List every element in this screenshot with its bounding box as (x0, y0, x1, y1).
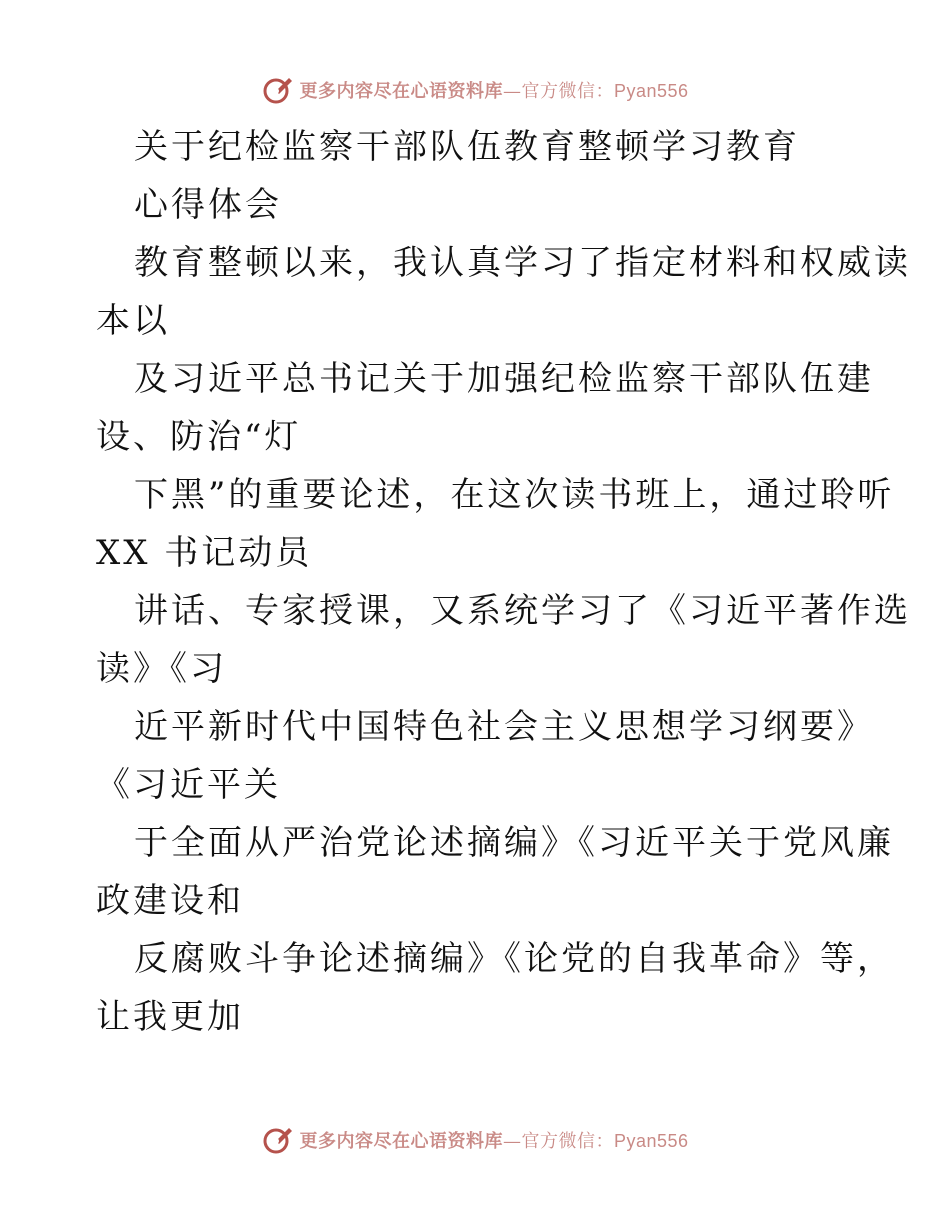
text-line: 反腐败斗争论述摘编》《论党的自我革命》等， (134, 939, 894, 979)
text-line: 关于纪检监察干部队伍教育整顿学习教育 (134, 127, 800, 167)
watermark-text (299, 1127, 688, 1153)
text-line: 让我更加 (96, 997, 244, 1037)
watermark-brand: 更多内容尽在心语资料库 (299, 81, 503, 102)
watermark-label: 官方微信： (521, 1131, 614, 1152)
watermark-wechat-id: Pyan556 (613, 1131, 689, 1151)
text-line: 教育整顿以来，我认真学习了指定材料和权威读 (134, 243, 911, 283)
text-line: 设、防治“灯 (96, 417, 302, 457)
text-line: 政建设和 (96, 881, 244, 921)
text-line: 于全面从严治党论述摘编》《习近平关于党风廉 (134, 823, 894, 863)
text-line: 近平新时代中国特色社会主义思想学习纲要》 (134, 707, 874, 747)
document-body (96, 118, 911, 1046)
pen-nib-circle-icon (261, 1123, 295, 1157)
text-line: 下黑”的重要论述，在这次读书班上，通过聆听 (134, 475, 895, 515)
text-line: 心得体会 (134, 185, 282, 225)
footer-watermark (0, 1118, 950, 1162)
text-line: XX 书记动员 (96, 533, 313, 573)
watermark-wechat-id: Pyan556 (613, 81, 689, 101)
text-line: 讲话、专家授课，又系统学习了《习近平著作选 (134, 591, 911, 631)
text-line: 及习近平总书记关于加强纪检监察干部队伍建 (134, 359, 874, 399)
text-line: 本以 (96, 301, 170, 341)
header-watermark (0, 68, 950, 112)
watermark-label: 官方微信： (521, 81, 614, 102)
pen-nib-circle-icon (261, 73, 295, 107)
text-line: 《习近平关 (96, 765, 281, 805)
text-line: 读》《习 (96, 649, 227, 689)
watermark-brand: 更多内容尽在心语资料库 (299, 1131, 503, 1152)
watermark-separator: — (502, 1131, 522, 1152)
watermark-separator: — (502, 81, 522, 102)
watermark-text (299, 77, 688, 103)
